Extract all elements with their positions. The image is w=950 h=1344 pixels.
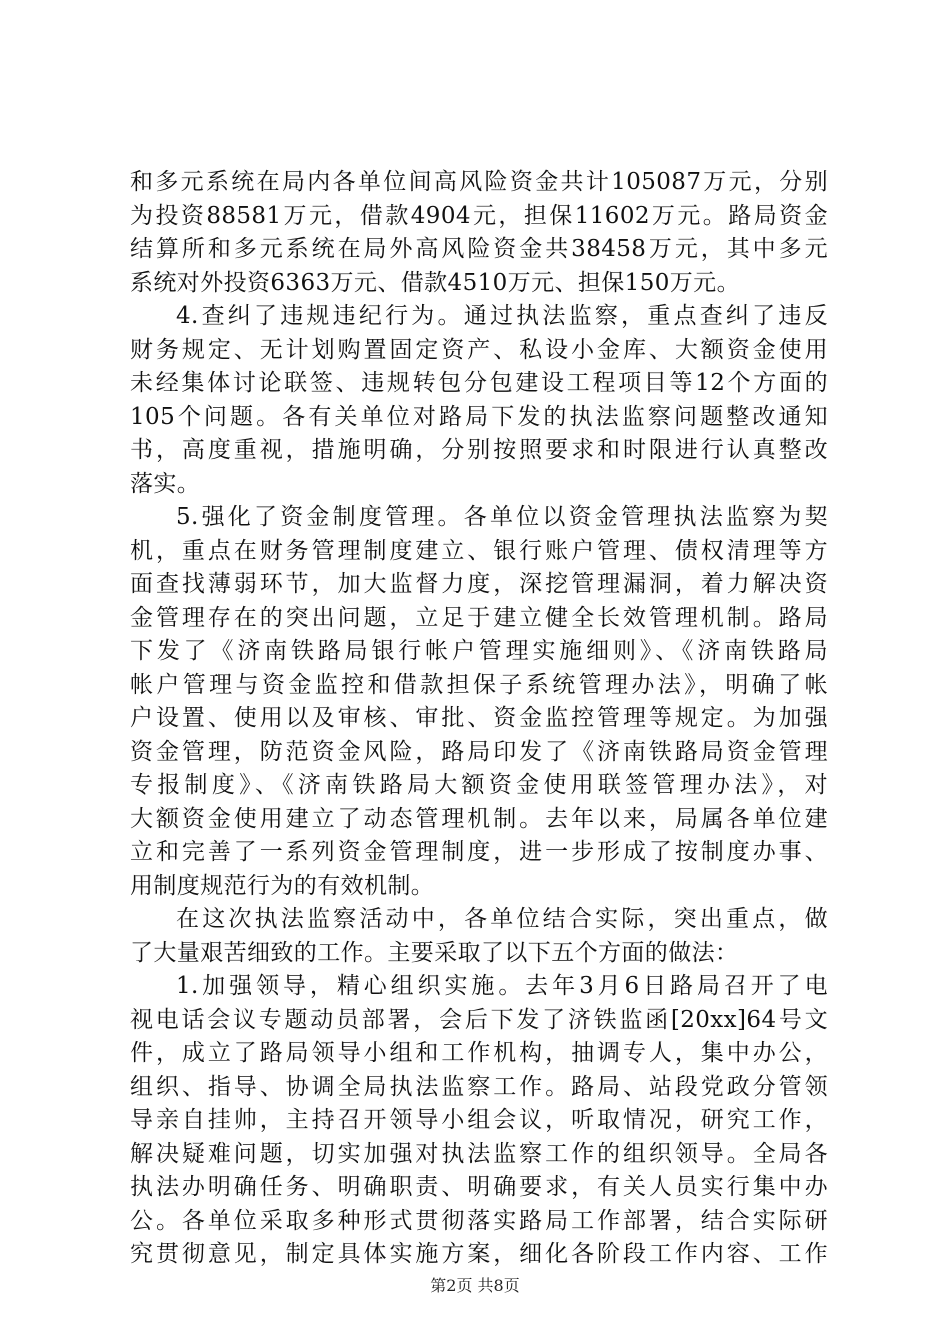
text-line: 户设置、使用以及审核、审批、资金监控管理等规定。为加强	[130, 705, 828, 731]
document-body	[130, 166, 828, 1272]
text-line: 专报制度》、《济南铁路局大额资金使用联签管理办法》，对	[130, 772, 828, 798]
text-line: 在这次执法监察活动中，各单位结合实际，突出重点，做	[176, 906, 828, 932]
text-line: 系统对外投资6363万元、借款4510万元、担保150万元。	[130, 269, 740, 296]
text-line: 105个问题。各有关单位对路局下发的执法监察问题整改通知	[130, 403, 828, 430]
text-line: 用制度规范行为的有效机制。	[130, 872, 435, 899]
text-line: 究贯彻意见，制定具体实施方案，细化各阶段工作内容、工作	[130, 1241, 828, 1267]
text-line: 面查找薄弱环节，加大监督力度，深挖管理漏洞，着力解决资	[130, 571, 828, 597]
text-line: 1.加强领导，精心组织实施。去年3月6日路局召开了电	[176, 973, 828, 999]
text-line: 书，高度重视，措施明确，分别按照要求和时限进行认真整改	[130, 437, 828, 463]
text-line: 执法办明确任务、明确职责、明确要求，有关人员实行集中办	[130, 1174, 828, 1200]
text-line: 和多元系统在局内各单位间高风险资金共计105087万元，分别	[130, 169, 828, 195]
text-line: 4.查纠了违规违纪行为。通过执法监察，重点查纠了违反	[176, 303, 828, 329]
text-line: 落实。	[130, 470, 201, 497]
text-line: 金管理存在的突出问题，立足于建立健全长效管理机制。路局	[130, 604, 828, 631]
text-line: 为投资88581万元，借款4904元，担保11602万元。路局资金	[130, 202, 828, 229]
text-line: 了大量艰苦细致的工作。主要采取了以下五个方面的做法：	[130, 939, 739, 966]
text-line: 财务规定、无计划购置固定资产、私设小金库、大额资金使用	[130, 336, 828, 363]
text-line: 立和完善了一系列资金管理制度，进一步形成了按制度办事、	[130, 839, 828, 865]
text-line: 5.强化了资金制度管理。各单位以资金管理执法监察为契	[176, 504, 828, 530]
text-line: 组织、指导、协调全局执法监察工作。路局、站段党政分管领	[130, 1073, 828, 1100]
text-line: 资金管理，防范资金风险，路局印发了《济南铁路局资金管理	[130, 738, 828, 765]
text-line: 解决疑难问题，切实加强对执法监察工作的组织领导。全局各	[130, 1140, 828, 1167]
text-line: 件，成立了路局领导小组和工作机构，抽调专人，集中办公，	[130, 1040, 828, 1066]
page-footer: 第2页 共8页	[430, 1276, 520, 1295]
text-line: 下发了《济南铁路局银行帐户管理实施细则》、《济南铁路局	[130, 638, 828, 664]
text-line: 视电话会议专题动员部署，会后下发了济铁监函[20xx]64号文	[130, 1006, 828, 1033]
text-line: 未经集体讨论联签、违规转包分包建设工程项目等12个方面的	[130, 370, 828, 396]
text-line: 大额资金使用建立了动态管理机制。去年以来，局属各单位建	[130, 805, 828, 832]
text-line: 公。各单位采取多种形式贯彻落实路局工作部署，结合实际研	[130, 1207, 828, 1234]
text-line: 结算所和多元系统在局外高风险资金共38458万元，其中多元	[130, 236, 828, 262]
text-line: 导亲自挂帅，主持召开领导小组会议，听取情况，研究工作，	[130, 1107, 828, 1133]
text-line: 帐户管理与资金监控和借款担保子系统管理办法》，明确了帐	[130, 671, 828, 698]
text-line: 机，重点在财务管理制度建立、银行账户管理、债权清理等方	[130, 537, 828, 564]
